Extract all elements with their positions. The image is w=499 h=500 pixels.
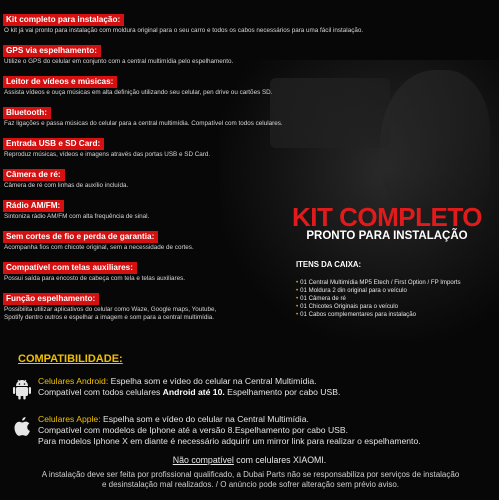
feature-desc: Utilize o GPS do celular em conjunto com a central multimídia pelo espelhamento. — [4, 58, 234, 65]
box-item — [296, 303, 496, 311]
feature-title: Kit completo para instalação: — [3, 14, 124, 26]
apple-line-2: Compatível com modelos de Iphone até a versão 8.Espelhamento por cabo USB. — [38, 425, 349, 435]
android-compat-text: Compatível com todos celulares — [38, 387, 163, 397]
bullet-icon: • — [296, 287, 299, 294]
android-version: Android até 10. — [162, 387, 225, 397]
feature-desc: Spotify dentro outros e espelhar a imagem e som para a central multimídia. — [4, 314, 214, 321]
feature-title: Entrada USB e SD Card: — [3, 138, 104, 150]
feature-desc: Possui saída para encosto de cabeça com tela e telas auxiliares. — [4, 275, 185, 282]
box-item-label: 01 Chicotes Originais para o veículo — [300, 303, 399, 310]
feature-desc: Acompanha fios com chicote original, sem a necessidade de cortes. — [4, 244, 194, 251]
box-items-title: ITENS DA CAIXA: — [296, 260, 362, 269]
android-label: Celulares Android: — [38, 376, 109, 386]
feature-item — [3, 133, 423, 159]
apple-lines — [38, 414, 488, 447]
apple-desc: Espelha som e vídeo do celular na Central Multimídia. — [100, 414, 309, 424]
feature-item — [3, 164, 423, 190]
box-items — [296, 260, 496, 319]
apple-line-1 — [38, 414, 488, 425]
feature-title: Função espelhamento: — [3, 293, 99, 305]
box-item — [296, 279, 496, 287]
feature-desc: Câmera de ré com linhas de auxílio incluída. — [4, 182, 129, 189]
feature-title: Sem cortes de fio e perda de garantia: — [3, 231, 158, 243]
kit-subtitle: PRONTO PARA INSTALAÇÃO — [306, 230, 468, 242]
feature-desc: O kit já vai pronto para instalação com moldura original para o seu carro e todos os cabos necessários para uma fácil instalação. — [4, 27, 364, 34]
feature-desc: Sintoniza rádio AM/FM com alta frequência de sinal. — [4, 213, 150, 220]
feature-desc: Assista vídeos e ouça músicas em alta definição utilizando seu celular, pen drive ou cartões SD. — [4, 89, 273, 96]
feature-title: Câmera de ré: — [3, 169, 65, 181]
disclaimer-line-2: e desinstalação mal realizados. / O anúncio pode sofrer alteração sem prévio aviso. — [101, 480, 400, 489]
kit-headline — [282, 204, 492, 243]
bullet-icon: • — [296, 295, 299, 302]
feature-desc: Faz ligações e passa músicas do celular para a central multimídia. Compatível com todos celulares. — [4, 120, 283, 127]
not-compatible-label: Não compatível — [172, 455, 234, 465]
box-item-label: 01 Câmera de ré — [300, 295, 346, 302]
compatibility-title: COMPATIBILIDADE: — [18, 353, 123, 365]
box-item — [296, 287, 496, 295]
apple-icon — [12, 416, 32, 438]
box-item — [296, 295, 496, 303]
disclaimer-line-1: A instalação deve ser feita por profissional qualificado, a Dubai Parts não se responsabiliza por serviços de instalação — [41, 470, 460, 479]
box-item-label: 01 Moldura 2 din original para o veículo — [300, 287, 407, 294]
feature-title: Leitor de vídeos e músicas: — [3, 76, 117, 88]
feature-title: Compatível com telas auxiliares: — [3, 262, 137, 274]
disclaimer — [8, 470, 493, 490]
android-line-1 — [38, 376, 488, 387]
android-line-2 — [38, 387, 488, 398]
feature-title: Rádio AM/FM: — [3, 200, 64, 212]
bullet-icon: • — [296, 279, 299, 286]
feature-desc: Possibilita utilizar aplicativos do celular como Waze, Google maps, Youtube, — [4, 306, 217, 313]
apple-label: Celulares Apple: — [38, 414, 101, 424]
android-lines — [38, 376, 488, 398]
feature-title: GPS via espelhamento: — [3, 45, 101, 57]
feature-desc: Reproduz músicas, vídeos e imagens através das portas USB e SD Card. — [4, 151, 211, 158]
apple-line-3: Para modelos Iphone X em diante é necessário adquirir um mirror link para realizar o espelhamento. — [38, 436, 421, 446]
feature-item — [3, 71, 423, 97]
box-item-label: 01 Cabos complementares para instalação — [300, 311, 416, 318]
kit-title: KIT COMPLETO — [292, 202, 482, 232]
android-desc: Espelha som e vídeo do celular na Central Multimídia. — [108, 376, 317, 386]
android-icon — [12, 378, 32, 400]
feature-item — [3, 40, 423, 66]
box-item-label: 01 Central Multimídia MP5 Etech / First Option / FP Imports — [300, 279, 461, 286]
not-compatible-note — [0, 455, 499, 465]
not-compatible-text: com celulares XIAOMI. — [233, 455, 327, 465]
android-usb: Espelhamento por cabo USB. — [224, 387, 341, 397]
box-item — [296, 311, 496, 319]
feature-item — [3, 102, 423, 128]
bullet-icon: • — [296, 311, 299, 318]
bullet-icon: • — [296, 303, 299, 310]
feature-item — [3, 9, 423, 35]
feature-title: Bluetooth: — [3, 107, 51, 119]
